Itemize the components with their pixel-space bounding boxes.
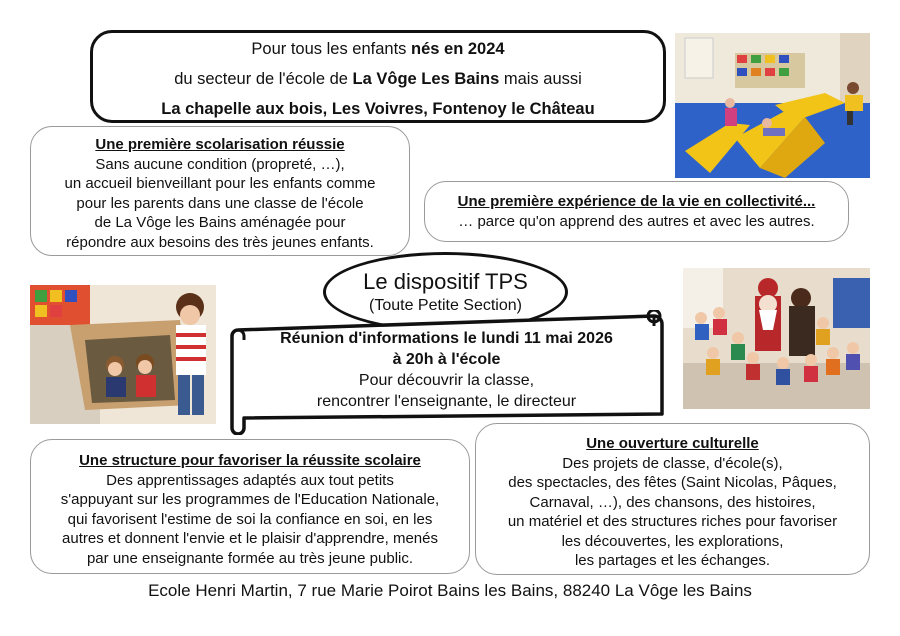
header-box xyxy=(90,30,666,123)
scolarisation-box xyxy=(30,126,410,256)
reunion-line-3: Pour découvrir la classe, xyxy=(358,372,535,389)
scolarisation-line: de La Vôge les Bains aménagée pour xyxy=(94,214,346,231)
structure-line: Des apprentissages adaptés aux tout petits xyxy=(106,471,394,489)
structure-line: autres et donnent l'envie et le plaisir d'apprendre, menés xyxy=(62,530,438,547)
culture-line: Des projets de classe, d'école(s), xyxy=(562,454,783,472)
reunion-scroll xyxy=(224,310,669,435)
reunion-text xyxy=(234,328,659,412)
culture-box xyxy=(475,423,870,575)
header-line-2: du secteur de l'école de La Vôge Les Bains mais aussi xyxy=(174,70,582,88)
photo-motricity-room xyxy=(675,33,870,178)
culture-line: les découvertes, les explorations, xyxy=(561,532,784,550)
scolarisation-line: pour les parents dans une classe de l'école xyxy=(76,194,364,212)
scolarisation-line: un accueil bienveillant pour les enfants comme xyxy=(64,175,376,192)
reunion-line-1: Réunion d'informations le lundi 11 mai 2026 xyxy=(280,330,613,347)
culture-line: Carnaval, …), des chansons, des histoires, xyxy=(529,493,816,511)
scolarisation-title: Une première scolarisation réussie xyxy=(95,136,345,153)
scolarisation-line: répondre aux besoins des très jeunes enfants. xyxy=(66,233,374,251)
structure-box xyxy=(30,439,470,574)
structure-line: s'appuyant sur les programmes de l'Education Nationale, xyxy=(60,491,440,508)
collectivite-line: … parce qu'on apprend des autres et avec les autres. xyxy=(458,213,815,230)
collectivite-title: Une première expérience de la vie en collectivité... xyxy=(457,193,816,210)
footer-address: Ecole Henri Martin, 7 rue Marie Poirot Bains les Bains, 88240 La Vôge les Bains xyxy=(148,581,752,600)
dispositif-title: Le dispositif TPS xyxy=(363,269,528,294)
dispositif-subtitle: (Toute Petite Section) xyxy=(369,297,522,314)
header-line-1: Pour tous les enfants nés en 2024 xyxy=(251,40,505,58)
culture-line: des spectacles, des fêtes (Saint Nicolas, Pâques, xyxy=(508,474,837,491)
scolarisation-line: Sans aucune condition (propreté, …), xyxy=(95,155,345,173)
carton-play-image xyxy=(30,285,216,424)
header-line-3: La chapelle aux bois, Les Voivres, Fontenoy le Château xyxy=(161,100,595,118)
structure-line: par une enseignante formée au très jeune public. xyxy=(86,549,414,567)
culture-line: un matériel et des structures riches pour favoriser xyxy=(507,513,838,530)
culture-line: les partages et les échanges. xyxy=(574,552,771,569)
photo-saint-nicolas xyxy=(683,268,870,409)
photo-carton-play xyxy=(30,285,216,424)
structure-line: qui favorisent l'estime de soi la confiance en soi, en les xyxy=(67,510,433,528)
reunion-line-2: à 20h à l'école xyxy=(392,351,501,368)
reunion-line-4: rencontrer l'enseignante, le directeur xyxy=(316,393,577,410)
culture-title: Une ouverture culturelle xyxy=(586,435,759,452)
collectivite-box xyxy=(424,181,849,242)
saint-nicolas-image xyxy=(683,268,870,409)
motricity-room-image xyxy=(675,33,870,178)
structure-title: Une structure pour favoriser la réussite scolaire xyxy=(79,452,421,469)
